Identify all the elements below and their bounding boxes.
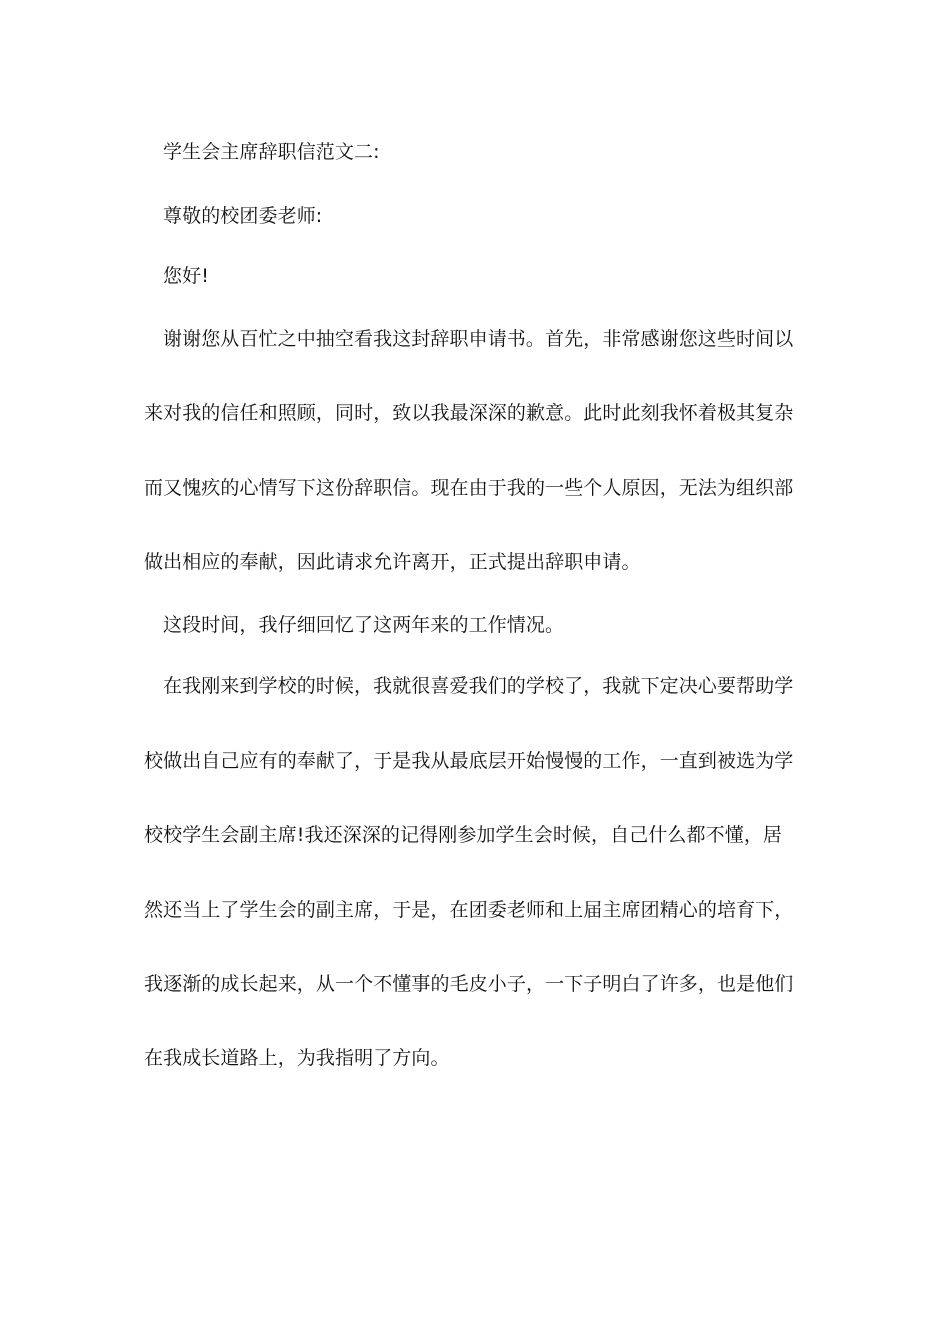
paragraph-line: 谢谢您从百忙之中抽空看我这封辞职申请书。首先，非常感谢您这些时间以 xyxy=(163,328,794,350)
salutation: 尊敬的校团委老师: xyxy=(163,205,323,227)
paragraph-line: 而又愧疚的心情写下这份辞职信。现在由于我的一些个人原因，无法为组织部 xyxy=(144,477,794,499)
paragraph-line: 在我刚来到学校的时候，我就很喜爱我们的学校了，我就下定决心要帮助学 xyxy=(163,675,794,697)
paragraph-line: 我逐渐的成长起来，从一个不懂事的毛皮小子，一下子明白了许多，也是他们 xyxy=(144,973,794,995)
document-heading: 学生会主席辞职信范文二: xyxy=(163,141,380,163)
greeting: 您好! xyxy=(163,265,209,287)
paragraph-line: 然还当上了学生会的副主席，于是，在团委老师和上届主席团精心的培育下， xyxy=(144,899,794,921)
paragraph-line: 校做出自己应有的奉献了，于是我从最底层开始慢慢的工作，一直到被选为学 xyxy=(144,750,794,772)
paragraph-line: 做出相应的奉献，因此请求允许离开，正式提出辞职申请。 xyxy=(144,551,641,573)
paragraph-line: 在我成长道路上，为我指明了方向。 xyxy=(144,1047,450,1069)
paragraph-line: 校校学生会副主席!我还深深的记得刚参加学生会时候，自己什么都不懂，居 xyxy=(144,824,783,846)
paragraph-line: 来对我的信任和照顾，同时，致以我最深深的歉意。此时此刻我怀着极其复杂 xyxy=(144,402,794,424)
paragraph-line: 这段时间，我仔细回忆了这两年来的工作情况。 xyxy=(163,614,565,636)
